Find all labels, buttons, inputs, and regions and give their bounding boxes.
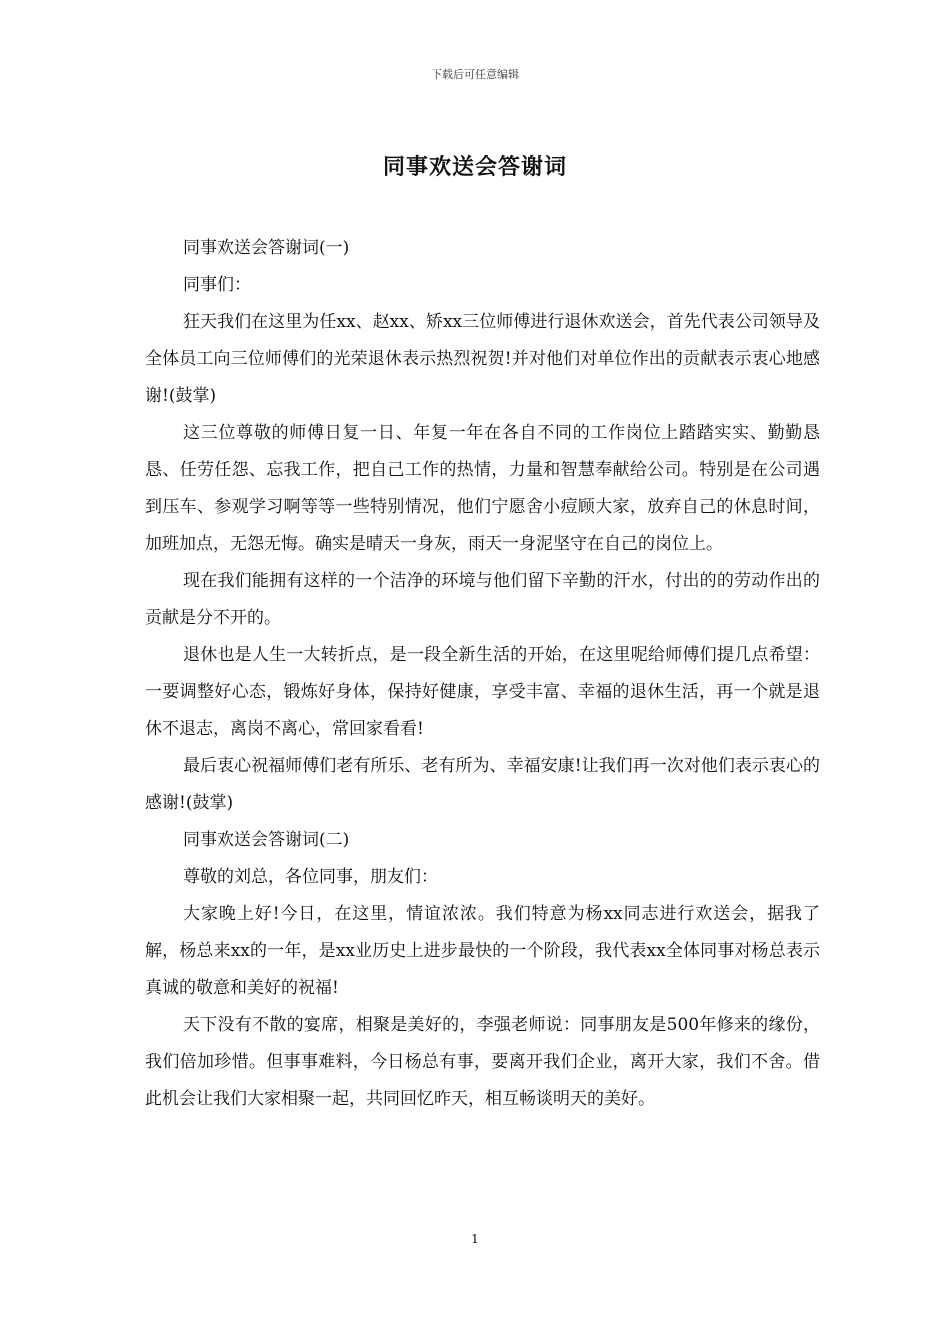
header-note: 下载后可任意编辑	[431, 68, 519, 81]
document-title: 同事欢送会答谢词	[382, 154, 567, 180]
paragraph: 退休也是人生一大转折点，是一段全新生活的开始，在这里呢给师傅们提几点希望：一要调整好心态，锻炼好身体，保持好健康，享受丰富、幸福的退休生活，再一个就是退休不退志，离岗不离心，常回家看看!	[145, 645, 820, 739]
paragraph: 大家晚上好!今日，在这里，情谊浓浓。我们特意为杨xx同志进行欢送会，据我了解，杨总来xx的一年，是xx业历史上进步最快的一个阶段，我代表xx全体同事对杨总表示真诚的敬意和美好的祝福!	[145, 904, 820, 998]
document-body	[145, 230, 820, 1118]
paragraph: 这三位尊敬的师傅日复一日、年复一年在各自不同的工作岗位上踏踏实实、勤勤恳恳、任劳任怨、忘我工作，把自己工作的热情，力量和智慧奉献给公司。特别是在公司遇到压车、参观学习啊等等一些特别情况，他们宁愿舍小痘顾大家，放弃自己的休息时间，加班加点，无怨无悔。确实是晴天一身灰，雨天一身泥坚守在自己的岗位上。	[145, 423, 820, 554]
paragraph: 现在我们能拥有这样的一个洁净的环境与他们留下辛勤的汗水，付出的的劳动作出的贡献是分不开的。	[145, 571, 820, 628]
salutation: 尊敬的刘总，各位同事，朋友们：	[183, 867, 438, 887]
page-number: 1	[471, 1232, 479, 1246]
paragraph: 最后衷心祝福师傅们老有所乐、老有所为、幸福安康!让我们再一次对他们表示衷心的感谢!(鼓掌)	[145, 756, 820, 813]
salutation: 同事们：	[183, 275, 251, 295]
paragraph: 狂天我们在这里为任xx、赵xx、矫xx三位师傅进行退休欢送会，首先代表公司领导及全体员工向三位师傅们的光荣退休表示热烈祝贺!并对他们对单位作出的贡献表示衷心地感谢!(鼓掌)	[145, 312, 820, 406]
section-heading-1: 同事欢送会答谢词(一)	[183, 238, 350, 258]
section-heading-2: 同事欢送会答谢词(二)	[183, 830, 350, 850]
paragraph: 天下没有不散的宴席，相聚是美好的，李强老师说：同事朋友是500年修来的缘份，我们倍加珍惜。但事事难料，今日杨总有事，要离开我们企业，离开大家，我们不舍。借此机会让我们大家相聚一起，共同回忆昨天，相互畅谈明天的美好。	[145, 1015, 820, 1109]
